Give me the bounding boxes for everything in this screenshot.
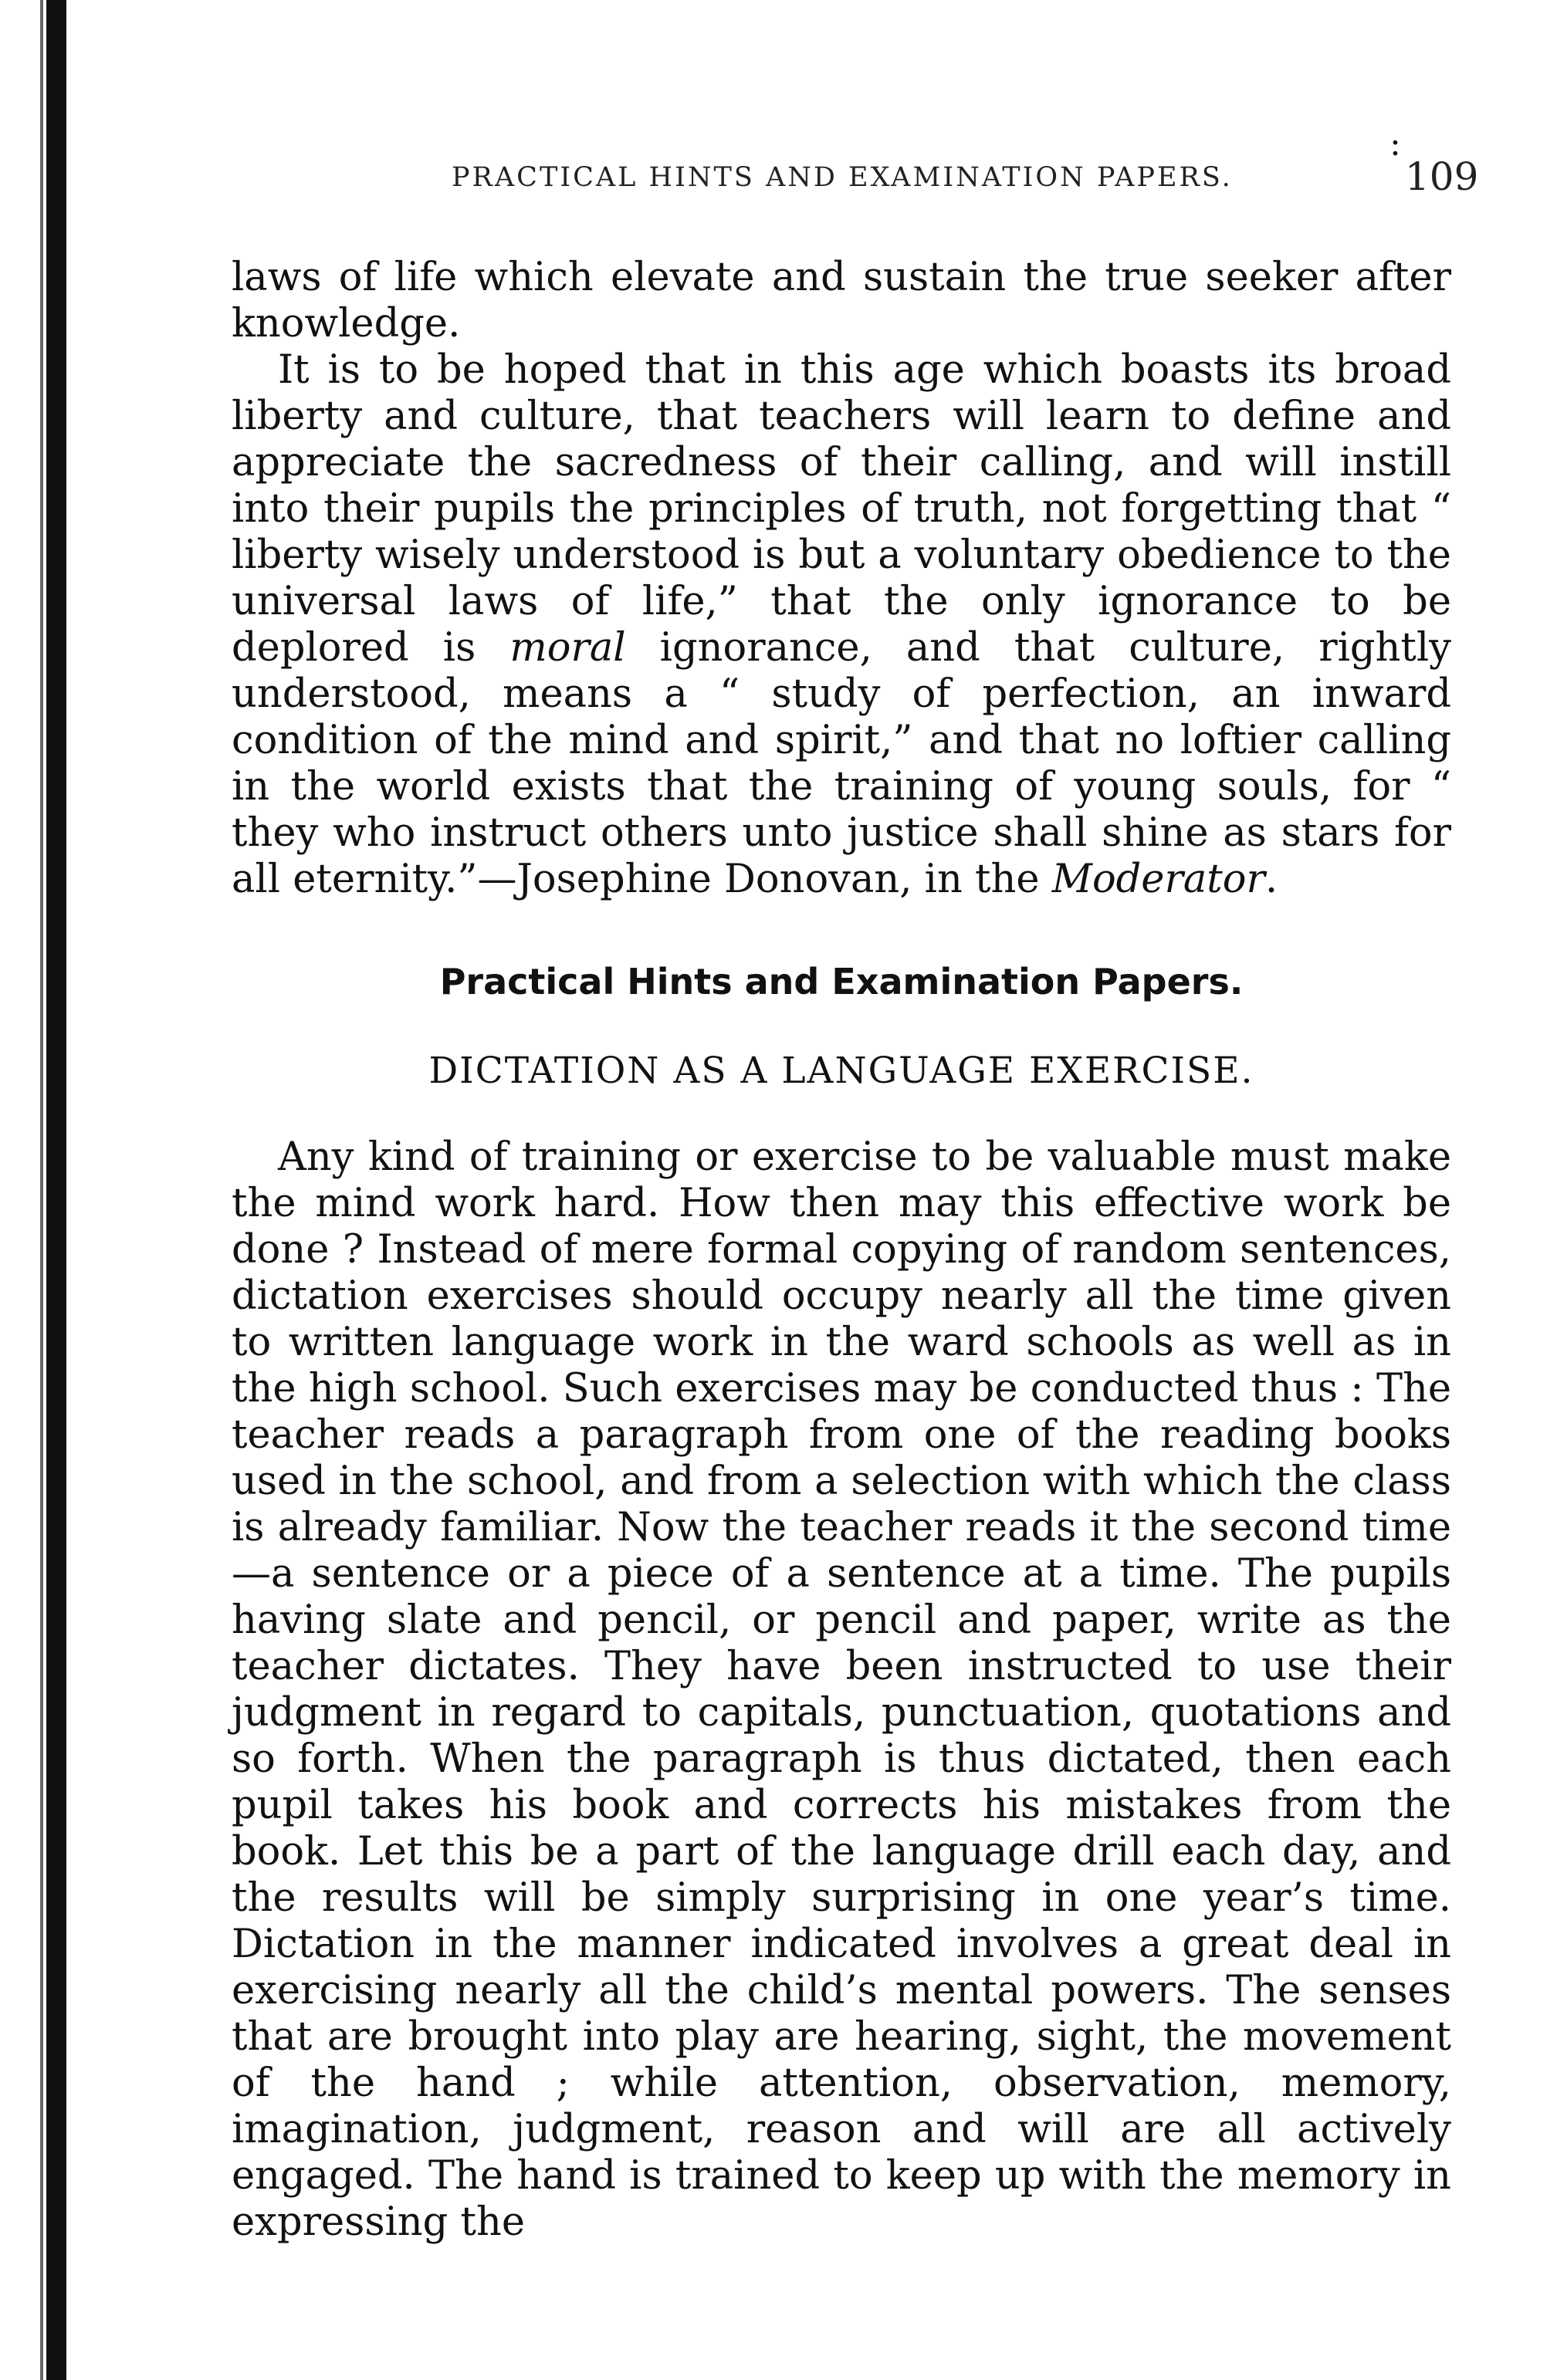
paragraph-2-part-b: ignorance, and that culture, rightly understood, means a “ study of perfection, an inward condition of the mind and spirit,” and that no loftier calling in the world exists that the training of young souls, for “ they who instruct others unto justice shall shine as stars for all eternity.”—Josephine Donovan, in the [232,625,1451,902]
paragraph-1: laws of life which elevate and sustain the true seeker after knowledge. [232,255,1451,347]
article-continuation [232,255,1451,903]
running-head: PRACTICAL HINTS AND EXAMINATION PAPERS. [452,162,1233,193]
page-gutter-shadow [40,0,43,2380]
paragraph-3: Any kind of training or exercise to be valuable must make the mind work hard. How then may this effective work be done ? Instead of mere formal copying of random sentences, dictation exercises should occupy nearly all the time given to written language work in the ward schools as well as in the high school. Such exercises may be conducted thus : The teacher reads a paragraph from one of the reading books used in the school, and from a selection with which the class is already familiar. Now the teacher reads it the second time—a sentence or a piece of a sentence at a time. The pupils having slate and pencil, or pencil and paper, write as the teacher dictates. They have been instructed to use their judgment in regard to capitals, punctuation, quotations and so forth. When the paragraph is thus dictated, then each pupil takes his book and corrects his mistakes from the book. Let this be a part of the language drill each day, and the results will be simply surprising in one year’s time. Dictation in the manner indicated involves a great deal in exercising nearly all the child’s mental powers. The senses that are brought into play are hearing, sight, the movement of the hand ; while attention, observation, memory, imagination, judgment, reason and will are all actively engaged. The hand is trained to keep up with the memory in expressing the [232,1134,1451,2245]
section-subtitle: DICTATION AS A LANGUAGE EXERCISE. [428,1050,1254,1092]
paragraph-2-end: . [1264,857,1278,902]
section-body [232,1134,1451,2246]
source-title: Moderator [1051,857,1265,902]
paragraph-2 [232,347,1451,903]
paragraph-2-part-a: It is to be hoped that in this age which boasts its broad liberty and culture, that teachers will learn to define and appreciate the sacredness of their calling, and will instill into their pupils the principles of truth, not forgetting that “ liberty wisely understood is but a voluntary obedience to the universal laws of life,” that the only ignorance to be deplored is [232,347,1451,671]
page-number: 109 [1405,154,1479,199]
margin-mark: : [1389,124,1401,164]
paragraph-2-italic-word: moral [509,625,626,671]
page-binding-edge [46,0,66,2380]
section-title: Practical Hints and Examination Papers. [439,961,1244,1002]
